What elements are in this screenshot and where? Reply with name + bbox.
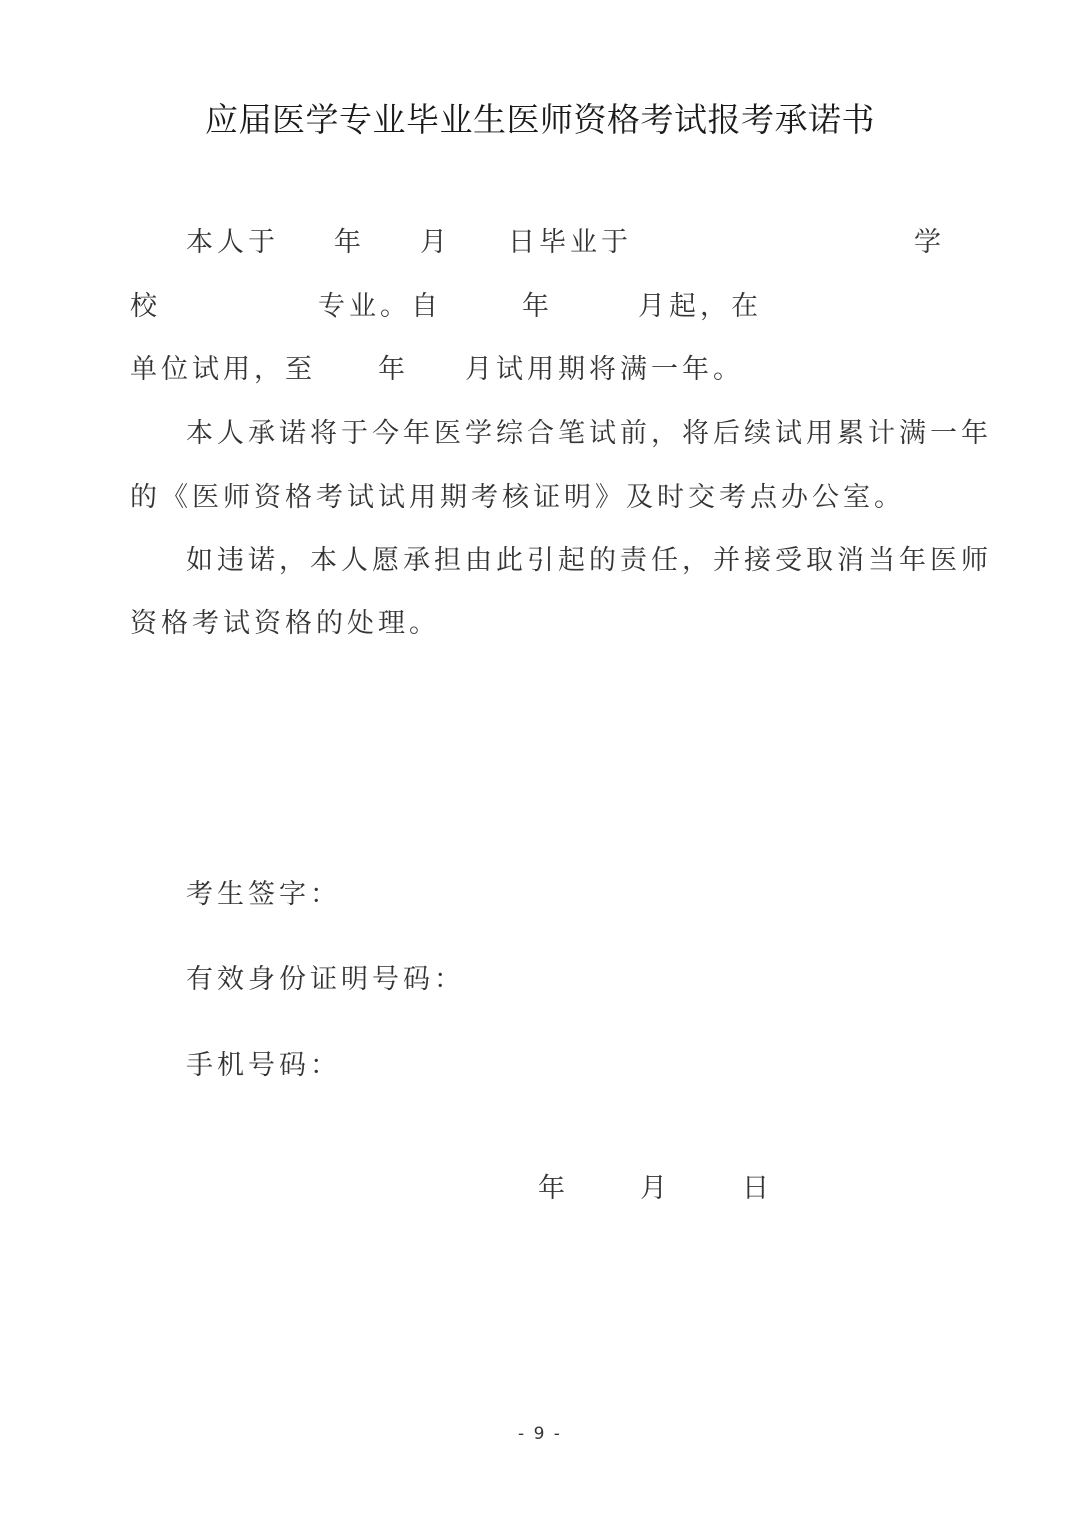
- para3-line2: 资格考试资格的处理。: [130, 608, 440, 639]
- para1-school-char-b: 校: [130, 291, 161, 322]
- para1-until-year-label: 年: [378, 354, 409, 385]
- para1-from-month-label: 月起，在: [638, 291, 762, 322]
- para1-graduated-from: 日毕业于: [508, 227, 632, 258]
- para1-intro: 本人于: [186, 227, 279, 258]
- para1-unit-label: 单位试用，至: [130, 354, 316, 385]
- date-month-label: 月: [640, 1173, 671, 1204]
- date-year-label: 年: [538, 1173, 569, 1204]
- phone-number-label: 手机号码：: [186, 1050, 341, 1081]
- para1-month-label: 月: [420, 227, 451, 258]
- para1-trial-end: 月试用期将满一年。: [465, 354, 744, 385]
- para2-line1: 本人承诺将于今年医学综合笔试前，将后续试用累计满一年: [186, 418, 992, 449]
- candidate-signature-label: 考生签字：: [186, 879, 341, 910]
- para1-school-char-a: 学: [914, 227, 945, 258]
- para1-from-year-label: 年: [522, 291, 553, 322]
- document-title: 应届医学专业毕业生医师资格考试报考承诺书: [205, 100, 875, 139]
- para2-line2: 的《医师资格考试试用期考核证明》及时交考点办公室。: [130, 482, 905, 513]
- page-number: - 9 -: [518, 1424, 562, 1444]
- para1-year-label: 年: [334, 227, 365, 258]
- id-number-label: 有效身份证明号码：: [186, 964, 465, 995]
- date-day-label: 日: [742, 1173, 773, 1204]
- para1-major-label: 专业。自: [318, 291, 442, 322]
- para3-line1: 如违诺，本人愿承担由此引起的责任，并接受取消当年医师: [186, 545, 992, 576]
